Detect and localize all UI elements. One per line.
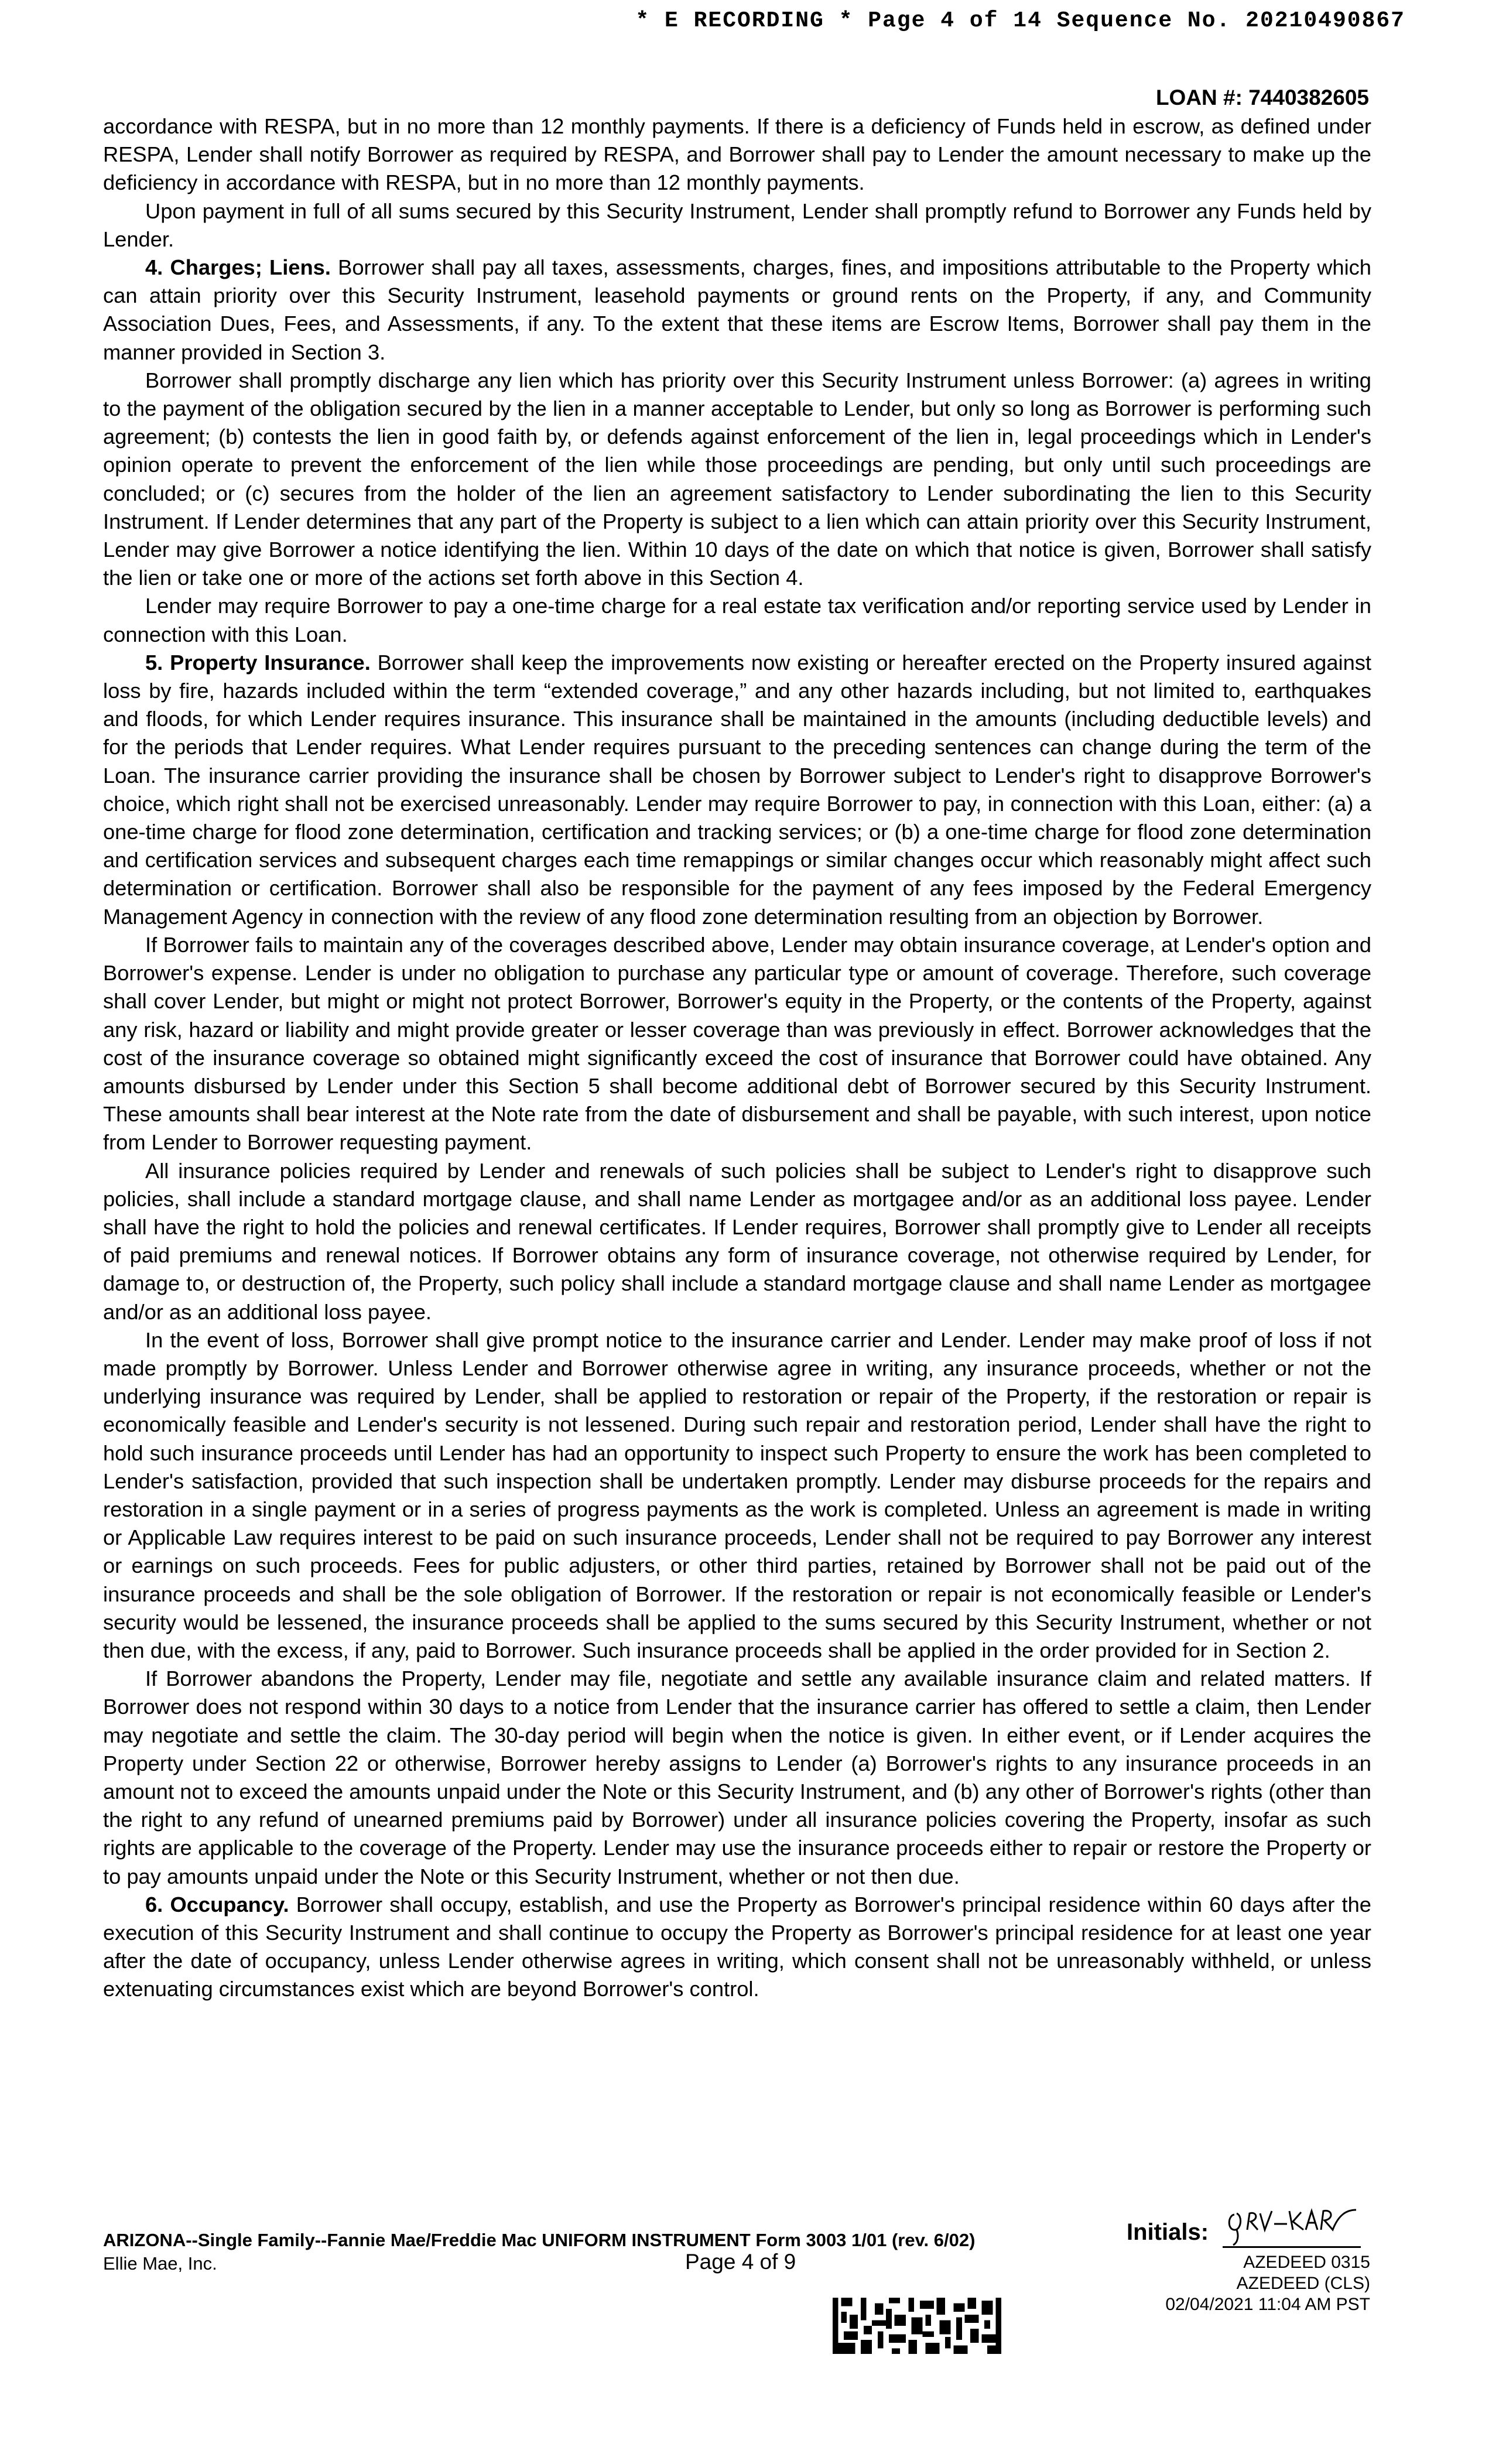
paragraph-escrow-deficiency: accordance with RESPA, but in no more than 12 monthly payments. If there is a deficiency of Funds held in escrow, as defined under RESPA, Lender shall notify Borrower as required by RESPA, and Borrower shall pay to Lender the amount necessary to make up the deficiency in accordance with RESPA, but in no more than 12 monthly payments. bbox=[103, 114, 1371, 195]
section-5-property-insurance bbox=[103, 649, 1371, 931]
doc-code: AZEDEED 0315 bbox=[1243, 2253, 1370, 2272]
section-5-text: Borrower shall keep the improvements now existing or hereafter erected on the Property insured against loss by fire, hazards included within the term “extended coverage,” and any other hazards including, but not limited to, earthquakes and floods, for which Lender requires insurance. This insurance shall be maintained in the amounts (including deductible levels) and for the periods that Lender requires. What Lender requires pursuant to the preceding sentences can change during the term of the Loan. The insurance carrier providing the insurance shall be chosen by Borrower subject to Lender's right to disapprove Borrower's choice, which right shall not be exercised unreasonably. Lender may require Borrower to pay, in connection with this Loan, either: (a) a one-time charge for flood zone determination, certification and tracking services; or (b) a one-time charge for flood zone determination and certification services and subsequent charges each time remappings or similar changes occur which reasonably might affect such determination or certification. Borrower shall also be responsible for the payment of any fees imposed by the Federal Emergency Management Agency in connection with the review of any flood zone determination resulting from an objection by Borrower. bbox=[103, 650, 1371, 929]
recording-header: * E RECORDING * Page 4 of 14 Sequence No. 20210490867 bbox=[635, 8, 1405, 33]
footer-form-info bbox=[103, 2229, 975, 2275]
initials-label: Initials: bbox=[1127, 2219, 1209, 2245]
document-body bbox=[103, 112, 1371, 2004]
vendor-name: Ellie Mae, Inc. bbox=[103, 2253, 217, 2274]
section-6-text: Borrower shall occupy, establish, and use the Property as Borrower's principal residence within 60 days after the execution of this Security Instrument and shall continue to occupy the Property as Borrower's principal residence for at least one year after the date of occupancy, unless Lender otherwise agrees in writing, which consent shall not be unreasonably withheld, or unless extenuating circumstances exist which are beyond Borrower's control. bbox=[103, 1892, 1371, 2001]
section-5-heading: 5. Property Insurance. bbox=[145, 650, 371, 675]
paragraph-discharge-lien: Borrower shall promptly discharge any lien which has priority over this Security Instrument unless Borrower: (a) agrees in writing to the payment of the obligation secured by the lien in a manner acceptable to Lender, but only so long as Borrower is performing such agreement; (b) contests the lien in good faith by, or defends against enforcement of the lien in, legal proceedings which in Lender's opinion operate to prevent the enforcement of the lien while those proceedings are pending, but only until such proceedings are concluded; or (c) secures from the holder of the lien an agreement satisfactory to Lender subordinating the lien to this Security Instrument. If Lender determines that any part of the Property is subject to a lien which can attain priority over this Security Instrument, Lender may give Borrower a notice identifying the lien. Within 10 days of the date on which that notice is given, Borrower shall satisfy the lien or take one or more of the actions set forth above in this Section 4. bbox=[103, 368, 1371, 590]
page-number: Page 4 of 9 bbox=[685, 2250, 796, 2274]
paragraph-abandonment: If Borrower abandons the Property, Lender may file, negotiate and settle any available insurance claim and related matters. If Borrower does not respond within 30 days to a notice from Lender that the insurance carrier has offered to settle a claim, then Lender may negotiate and settle the claim. The 30-day period will begin when the notice is given. In either event, or if Lender acquires the Property under Section 22 or otherwise, Borrower hereby assigns to Lender (a) Borrower's rights to any insurance proceeds in an amount not to exceed the amounts unpaid under the Note or this Security Instrument, and (b) any other of Borrower's rights (other than the right to any refund of unearned premiums paid by Borrower) under all insurance policies covering the Property, insofar as such rights are applicable to the coverage of the Property. Lender may use the insurance proceeds either to repair or restore the Property or to pay amounts unpaid under the Note or this Security Instrument, whether or not then due. bbox=[103, 1666, 1371, 1888]
barcode-icon bbox=[829, 2298, 1005, 2354]
section-4-charges-liens bbox=[103, 254, 1371, 367]
paragraph-insurance-policies: All insurance policies required by Lender and renewals of such policies shall be subject to Lender's right to disapprove such policies, shall include a standard mortgage clause, and shall name Lender as mortgagee and/or as an additional loss payee. Lender shall have the right to hold the policies and renewal certificates. If Lender requires, Borrower shall promptly give to Lender all receipts of paid premiums and renewal notices. If Borrower obtains any form of insurance coverage, not otherwise required by Lender, for damage to, or destruction of, the Property, such policy shall include a standard mortgage clause and shall name Lender as mortgagee and/or as an additional loss payee. bbox=[103, 1158, 1371, 1324]
paragraph-refund: Upon payment in full of all sums secured by this Security Instrument, Lender shall promptly refund to Borrower any Funds held by Lender. bbox=[103, 199, 1371, 251]
footer-doc-info bbox=[1165, 2252, 1370, 2315]
paragraph-event-of-loss: In the event of loss, Borrower shall give prompt notice to the insurance carrier and Lender. Lender may make proof of loss if not made promptly by Borrower. Unless Lender and Borrower otherwise agree in writing, any insurance proceeds, whether or not the underlying insurance was required by Lender, shall be applied to restoration or repair of the Property, if the restoration or repair is economically feasible and Lender's security is not lessened. During such repair and restoration period, Lender shall have the right to hold such insurance proceeds until Lender has had an opportunity to inspect such Property to ensure the work has been completed to Lender's satisfaction, provided that such inspection shall be undertaken promptly. Lender may disburse proceeds for the repairs and restoration in a single payment or in a series of progress payments as the work is completed. Unless an agreement is made in writing or Applicable Law requires interest to be paid on such insurance proceeds, Lender shall not be required to pay Borrower any interest or earnings on such proceeds. Fees for public adjusters, or other third parties, retained by Borrower shall not be paid out of the insurance proceeds and shall be the sole obligation of Borrower. If the restoration or repair is not economically feasible or Lender's security would be lessened, the insurance proceeds shall be applied to the sums secured by this Security Instrument, whether or not then due, with the excess, if any, paid to Borrower. Such insurance proceeds shall be applied in the order provided for in Section 2. bbox=[103, 1327, 1371, 1662]
section-4-heading: 4. Charges; Liens. bbox=[145, 255, 331, 280]
paragraph-tax-verification: Lender may require Borrower to pay a one-time charge for a real estate tax verification and/or reporting service used by Lender in connection with this Loan. bbox=[103, 594, 1371, 646]
section-4-text: Borrower shall pay all taxes, assessments, charges, fines, and impositions attributable to the Property which can attain priority over this Security Instrument, leasehold payments or ground rents on the Property, if any, and Community Association Dues, Fees, and Assessments, if any. To the extent that these items are Escrow Items, Borrower shall pay them in the manner provided in Section 3. bbox=[103, 255, 1371, 364]
loan-number: LOAN #: 7440382605 bbox=[1155, 85, 1369, 109]
initials-signature bbox=[1224, 2203, 1358, 2250]
section-6-heading: 6. Occupancy. bbox=[145, 1892, 289, 1917]
timestamp: 02/04/2021 11:04 AM PST bbox=[1165, 2295, 1370, 2314]
paragraph-coverage-failure: If Borrower fails to maintain any of the coverages described above, Lender may obtain insurance coverage, at Lender's option and Borrower's expense. Lender is under no obligation to purchase any particular type or amount of coverage. Therefore, such coverage shall cover Lender, but might or might not protect Borrower, Borrower's equity in the Property, or the contents of the Property, against any risk, hazard or liability and might provide greater or lesser coverage than was previously in effect. Borrower acknowledges that the cost of the insurance coverage so obtained might significantly exceed the cost of insurance that Borrower could have obtained. Any amounts disbursed by Lender under this Section 5 shall become additional debt of Borrower secured by this Security Instrument. These amounts shall bear interest at the Note rate from the date of disbursement and shall be payable, with such interest, upon notice from Lender to Borrower requesting payment. bbox=[103, 932, 1371, 1155]
doc-code-cls: AZEDEED (CLS) bbox=[1236, 2274, 1370, 2293]
form-line: ARIZONA--Single Family--Fannie Mae/Freddie Mac UNIFORM INSTRUMENT Form 3003 1/01 (rev. 6/02) bbox=[103, 2230, 976, 2250]
signature-line bbox=[1223, 2246, 1361, 2248]
section-6-occupancy bbox=[103, 1891, 1371, 2004]
